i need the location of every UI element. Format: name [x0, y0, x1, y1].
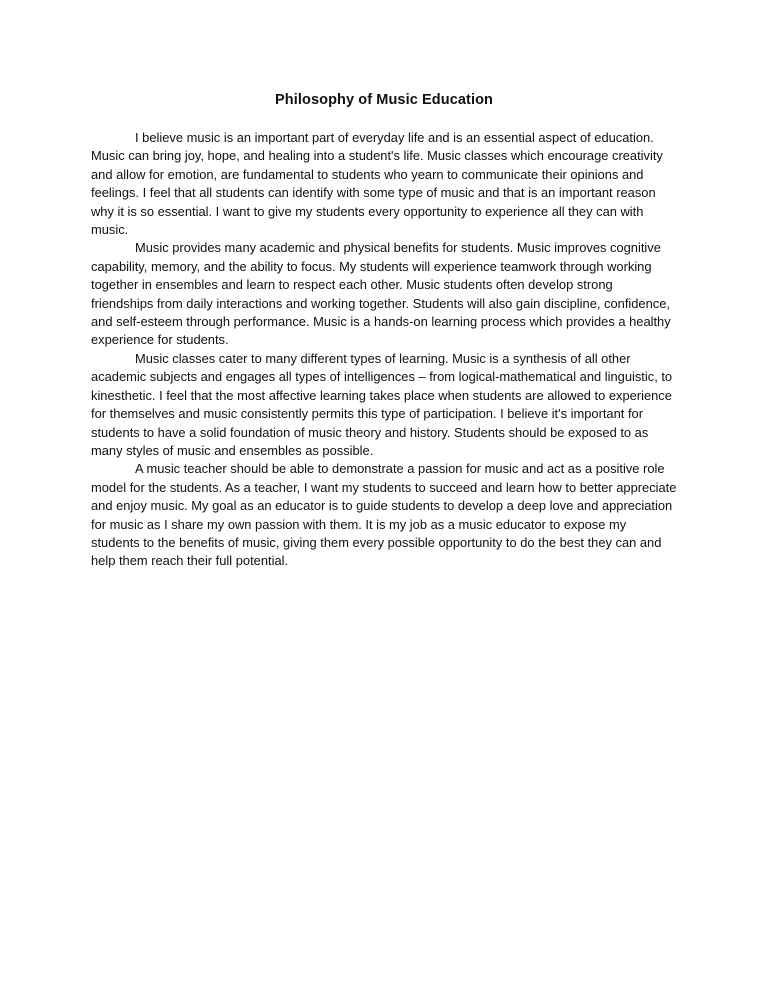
paragraph-3: Music classes cater to many different types of learning. Music is a synthesis of all other academic subjects and engages all types of intelligences – from logical-mathematical and linguistic, to kinesthetic. I feel that the most affective learning takes place when students are allowed to experience for themselves and music consistently permits this type of participation. I believe it's important for students to have a solid foundation of music theory and history. Students should be exposed to as many styles of music and ensembles as possible. — [91, 350, 673, 458]
paragraph-4: A music teacher should be able to demonstrate a passion for music and act as a positive role model for the students. As a teacher, I want my students to succeed and learn how to better appreciate and enjoy music. My goal as an educator is to guide students to develop a deep love and appreciation for music as I share my own passion with them. It is my job as a music educator to expose my students to the benefits of music, giving them every possible opportunity to do the best they can and help them reach their full potential. — [91, 461, 677, 569]
paragraph-1: I believe music is an important part of everyday life and is an essential aspect of education. Music can bring joy, hope, and healing into a student's life. Music classes which encourage creativity and allow for emotion, are fundamental to students who yearn to communicate their opinions and feelings. I feel that all students can identify with some type of music and that is an important reason why it is so essential. I want to give my students every opportunity to experience all they can with music. — [91, 130, 663, 238]
document-body — [91, 129, 677, 571]
document-title: Philosophy of Music Education — [275, 92, 493, 108]
paragraph-2: Music provides many academic and physical benefits for students. Music improves cognitive capability, memory, and the ability to focus. My students will experience teamwork through working together in ensembles and learn to respect each other. Music students often develop strong friendships from daily interactions and working together. Students will also gain discipline, confidence, and self-esteem through performance. Music is a hands-on learning process which provides a healthy experience for students. — [91, 240, 671, 348]
